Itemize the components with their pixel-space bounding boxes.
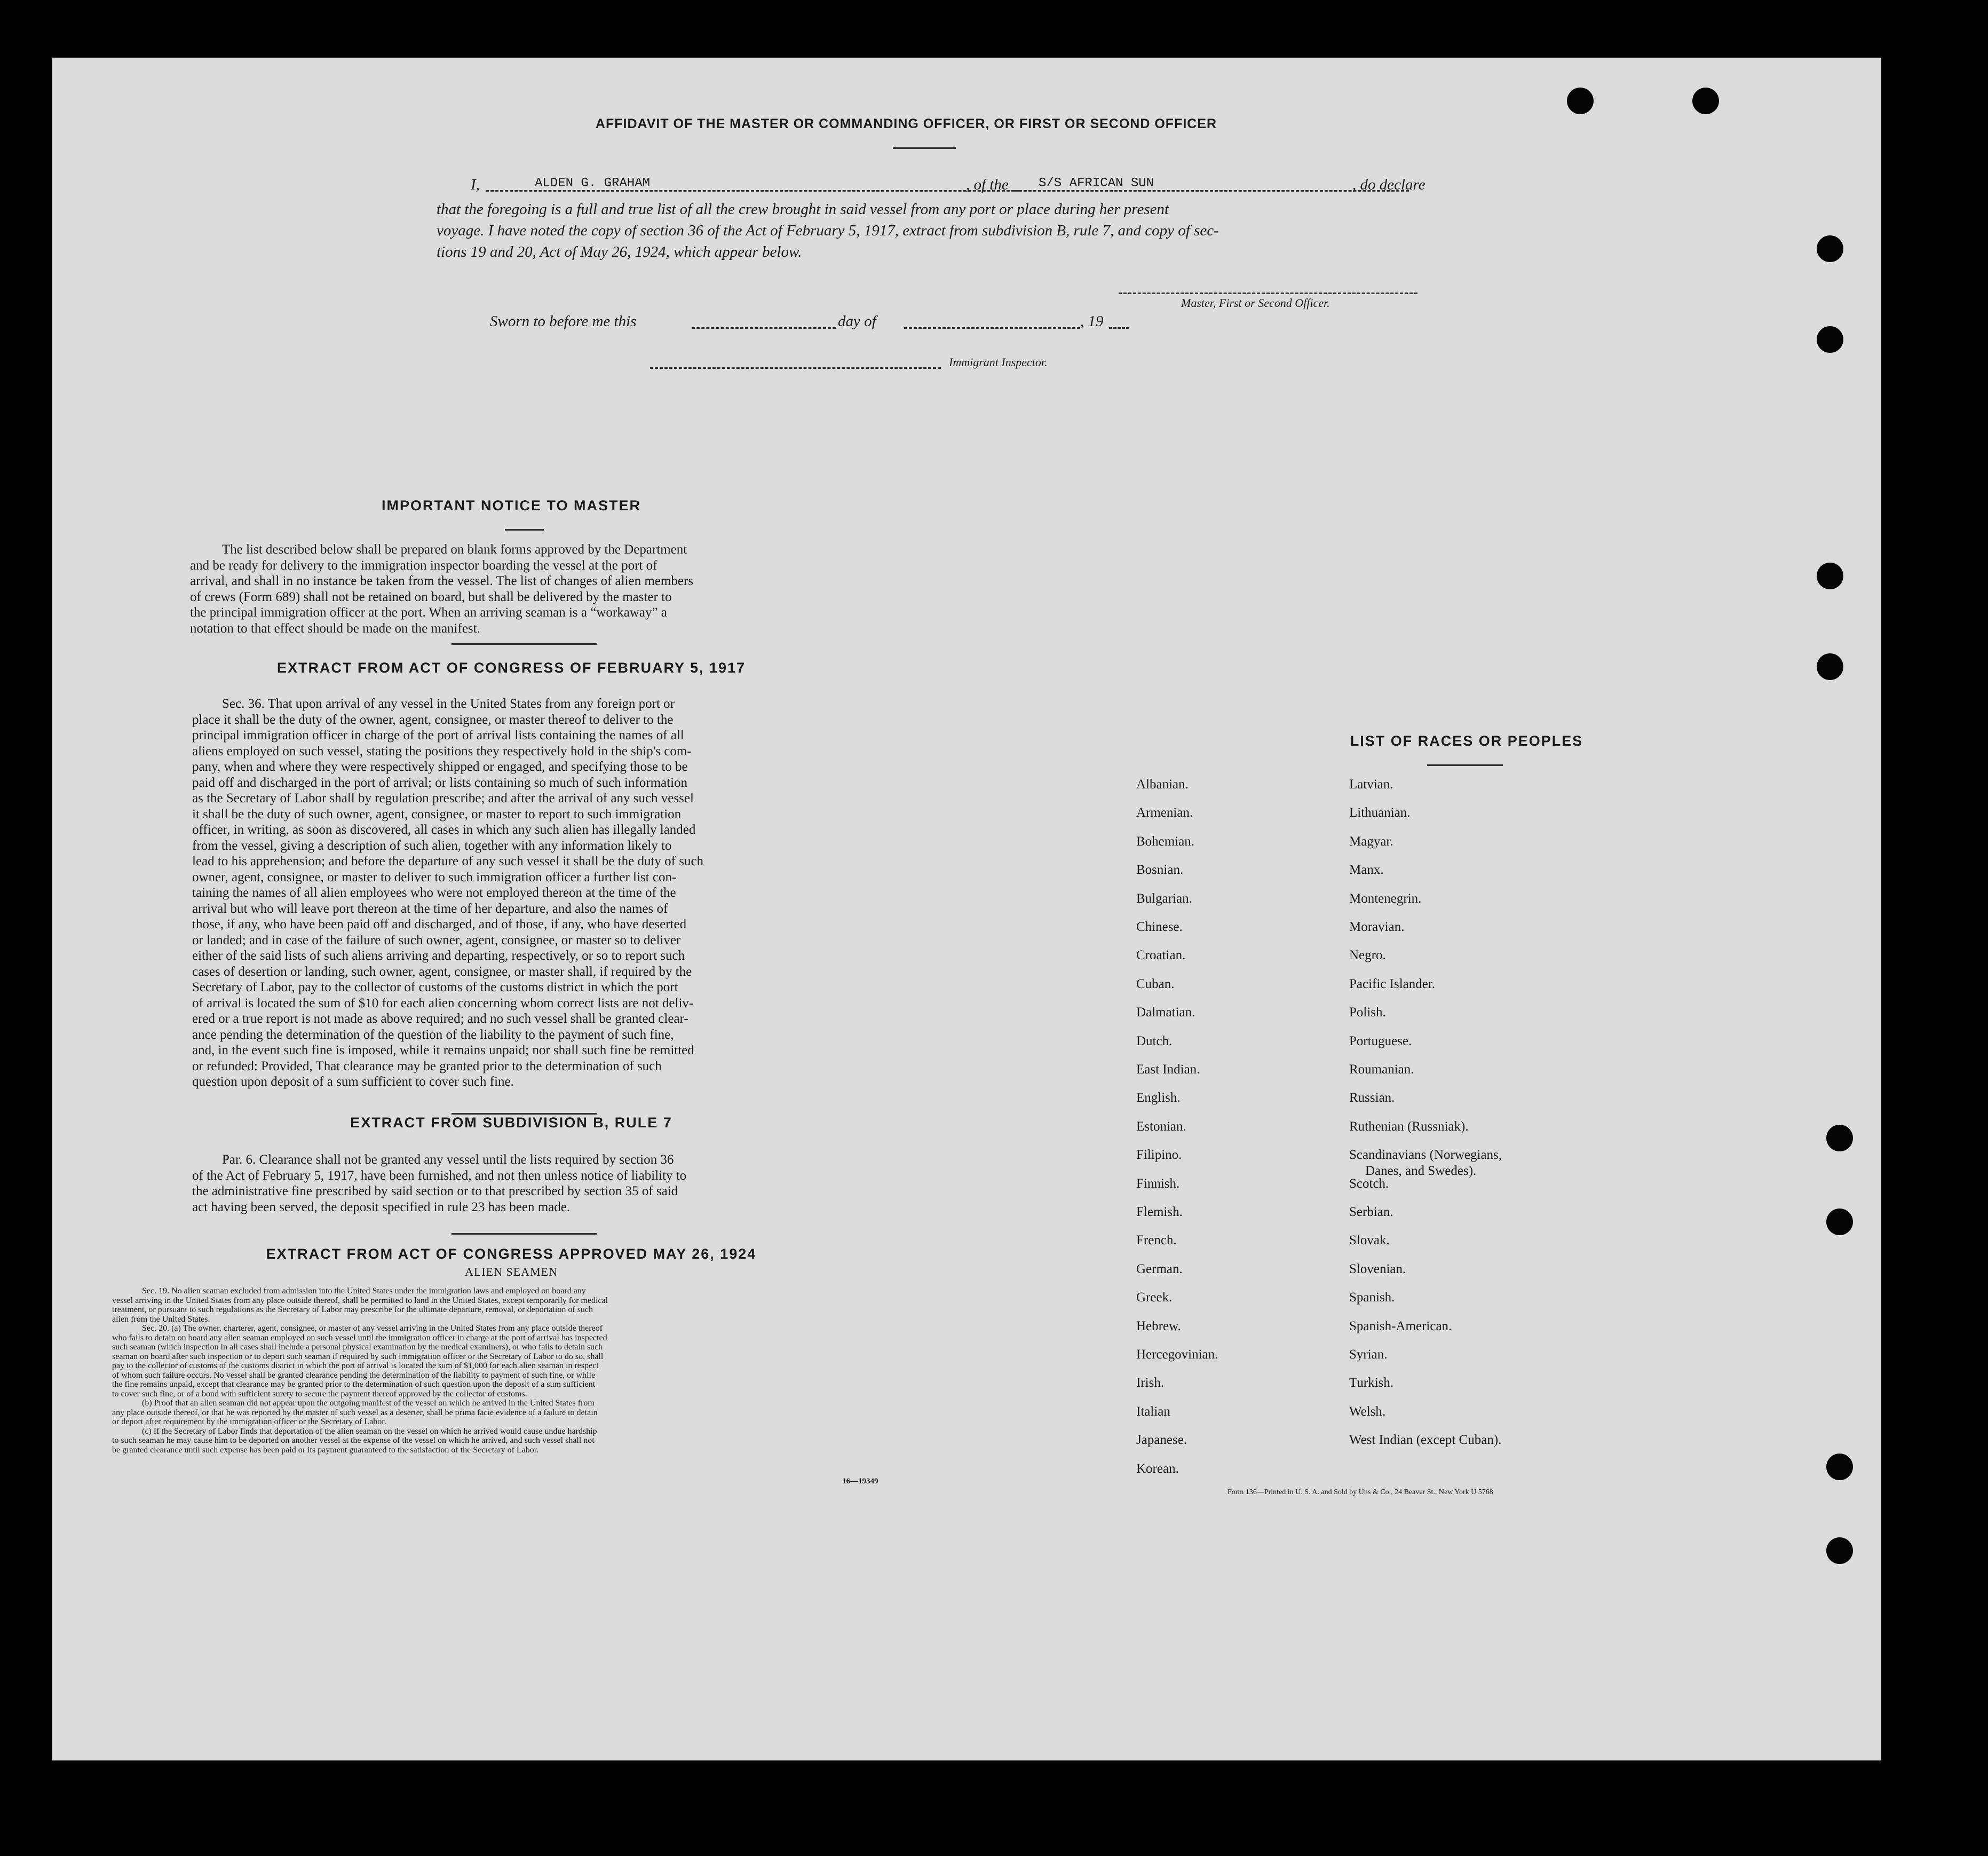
race-item: Flemish. [1136,1205,1183,1219]
act1924-subtitle: ALIEN SEAMEN [465,1265,558,1278]
notice-line: of crews (Form 689) shall not be retained on board, but shall be delivered by the master to [190,589,672,604]
act1917-line: paid off and discharged in the port of arrival; or lists containing so much of such information [192,775,688,790]
race-item: Moravian. [1349,920,1405,934]
act1924-line: Sec. 20. (a) The owner, charterer, agent, consignee, or master of any vessel arriving in the United States from any place outside thereof [142,1324,603,1333]
act1924-line: treatment, or pursuant to such regulations as the Secretary of Labor may prescribe for the ultimate departure, removal, or deportation of such [112,1305,593,1314]
race-item: Dalmatian. [1136,1005,1195,1020]
race-item: Filipino. [1136,1148,1182,1163]
race-item: Polish. [1349,1005,1386,1020]
race-item: French. [1136,1233,1177,1248]
race-item: Manx. [1349,863,1384,878]
notice-body [190,542,801,636]
act1917-line: Sec. 36. That upon arrival of any vessel in the United States from any foreign port or [222,697,675,711]
act1924-line: to cover such fine, or of a bond with sufficient surety to secure the payment thereof approved by the collector of customs. [112,1389,527,1399]
declaration-line: voyage. I have noted the copy of section 36 of the Act of February 5, 1917, extract from subdivision B, rule 7, and copy of sec- [437,222,1219,239]
master-signature-line [1119,293,1417,294]
act1917-line: pany, when and where they were respectively shipped or engaged, and specifying those to be [192,760,688,774]
act1924-line: seaman on board after such inspection or to deport such seaman if required by such immigration officer or the Secretary of Labor to do so, shall [112,1352,604,1361]
act1917-body [192,696,801,1090]
act1917-line: cases of desertion or landing, such owner, agent, consignee, or master shall, if required by the [192,964,692,979]
race-item: Montenegrin. [1349,891,1422,906]
act1917-line: question upon deposit of a sum sufficient to cover such fine. [192,1075,514,1089]
rule7-line: act having been served, the deposit specified in rule 23 has been made. [192,1199,571,1214]
act1924-line: be granted clearance until such expense has been paid or its payment guaranteed to the satisfaction of the Secretary of Labor. [112,1445,539,1455]
of-the-label: , of the [966,176,1009,193]
act1917-line: either of the said lists of such aliens arriving and departing, respectively, or so to report such [192,949,685,963]
punch-hole [1826,1209,1853,1235]
race-item: Russian. [1349,1091,1395,1105]
act1917-line: taining the names of all alien employees who were not employed thereon at the time of the [192,886,676,900]
act1924-line: any place outside thereof, or that he was reported by the master of such vessel as a deserter, shall be prima facie evidence of a failure to detain [112,1408,598,1417]
punch-hole [1817,563,1843,589]
act1917-line: aliens employed on such vessel, stating the positions they respectively hold in the ship's com- [192,744,692,759]
race-item: Irish. [1136,1376,1165,1391]
act1917-line: principal immigration officer in charge of the port of arrival lists containing the names of all [192,728,684,743]
act1924-line: alien from the United States. [112,1314,210,1324]
races-title: LIST OF RACES OR PEOPLES [1350,733,1583,749]
act1924-body [112,1286,940,1455]
race-item: Portuguese. [1349,1033,1412,1048]
race-item: Cuban. [1136,976,1175,991]
inspector-label: Immigrant Inspector. [949,356,1048,369]
sworn-label: Sworn to before me this [490,313,637,330]
race-item: Scandinavians (Norwegians, [1349,1148,1502,1163]
act1917-line: and, in the event such fine is imposed, while it remains unpaid; nor shall such fine be remitted [192,1043,694,1057]
act1917-line: ered or a true report is not made as above required; and no such vessel shall be granted clear- [192,1012,688,1026]
affidavit-i: I, [471,176,480,193]
act1924-line: pay to the collector of customs of the customs district in which the port of arrival is located the sum of $1,000 for each alien seaman in respect [112,1361,599,1370]
act1924-line: who fails to detain on board any alien seaman employed on such vessel until the immigration officer in charge at the port of arrival has inspected [112,1333,607,1342]
notice-title: IMPORTANT NOTICE TO MASTER [382,497,641,514]
vessel-name: S/S AFRICAN SUN [1039,176,1154,191]
act1924-line: or deport after requirement by the immigration officer or the Secretary of Labor. [112,1417,386,1426]
day-line [692,327,836,329]
act1917-line: of arrival is located the sum of $10 for each alien concerning whom correct lists are not deliv- [192,996,694,1010]
rule7-line: Par. 6. Clearance shall not be granted any vessel until the lists required by section 36 [222,1152,674,1167]
act1917-title: EXTRACT FROM ACT OF CONGRESS OF FEBRUARY 5, 1917 [276,660,746,676]
race-item: Croatian. [1136,948,1186,963]
inspector-signature-line [650,367,941,369]
race-item: Chinese. [1136,920,1183,934]
act1917-line: owner, agent, consignee, or master to deliver to such immigration officer a further list con- [192,870,677,884]
race-item: Albanian. [1136,777,1189,792]
document-page [52,58,1881,1760]
act1917-line: or refunded: Provided, That clearance may be granted prior to the determination of such [192,1059,662,1073]
act1917-line: place it shall be the duty of the owner, agent, consignee, or master thereof to deliver to the [192,712,674,727]
rule7-body [192,1152,801,1215]
race-item: Greek. [1136,1290,1173,1305]
day-of-label: day of [838,313,876,330]
printer-imprint: Form 136—Printed in U. S. A. and Sold by Uns & Co., 24 Beaver St., New York U 5768 [1227,1488,1493,1496]
act1924-line: Sec. 19. No alien seaman excluded from admission into the United States under the immigration laws and employed on board any [142,1286,586,1296]
race-item: Magyar. [1349,834,1393,849]
punch-hole [1567,88,1594,114]
punch-hole [1817,235,1843,262]
race-item: Lithuanian. [1349,805,1411,820]
race-item: German. [1136,1261,1183,1276]
race-item: Roumanian. [1349,1062,1414,1077]
declaration-line: tions 19 and 20, Act of May 26, 1924, which appear below. [437,243,802,260]
month-line [904,327,1080,329]
race-item: Latvian. [1349,777,1393,792]
master-label: Master, First or Second Officer. [1181,296,1330,310]
race-item: Finnish. [1136,1176,1180,1191]
race-item: Dutch. [1136,1033,1173,1048]
title-divider [893,147,956,149]
race-item: English. [1136,1091,1181,1105]
act1917-line: as the Secretary of Labor shall by regulation prescribe; and after the arrival of any such vessel [192,791,694,805]
act1924-line: the fine remains unpaid, except that clearance may be granted prior to the determination of such question upon the deposit of a sum sufficient [112,1380,596,1389]
act1924-line: to such seaman he may cause him to be deported on another vessel at the expense of the vessel on which he arrived, and such vessel shall not [112,1436,595,1445]
form-code: 16—19349 [842,1477,878,1486]
race-item: East Indian. [1136,1062,1200,1077]
race-item: Serbian. [1349,1205,1393,1219]
declaration-text [437,199,1451,263]
act1924-title: EXTRACT FROM ACT OF CONGRESS APPROVED MAY 26, 1924 [266,1246,757,1262]
race-item: Hebrew. [1136,1318,1181,1333]
act1917-line: ance pending the determination of the question of the liability to the payment of such fine, [192,1027,674,1042]
declaration-line: that the foregoing is a full and true list of all the crew brought in said vessel from any port or place during her present [437,201,1169,218]
notice-line: arrival, and shall in no instance be taken from the vessel. The list of changes of alien members [190,574,693,588]
punch-hole [1817,326,1843,353]
rule7-title: EXTRACT FROM SUBDIVISION B, RULE 7 [350,1115,672,1131]
race-item: Ruthenian (Russniak). [1349,1119,1469,1134]
act1924-line: (b) Proof that an alien seaman did not appear upon the outgoing manifest of the vessel on which he arrived in the United States from [142,1399,595,1408]
race-item: Bohemian. [1136,834,1195,849]
act1924-line: vessel arriving in the United States from any place outside thereof, shall be permitted to land in the United States, except temporarily for medical [112,1296,608,1305]
race-item: Korean. [1136,1461,1179,1476]
notice-divider [505,529,544,531]
races-divider [1427,764,1503,766]
rule7-line: of the Act of February 5, 1917, have been furnished, and not then unless notice of liability to [192,1168,687,1183]
rule7-line: the administrative fine prescribed by said section or to that prescribed by section 35 of said [192,1184,678,1198]
year-label: , 19 [1080,313,1104,330]
punch-hole [1826,1537,1853,1564]
act1917-line: those, if any, who have been paid off and discharged, and of those, if any, who have deserted [192,917,687,931]
punch-hole [1826,1454,1853,1480]
race-item: Italian [1136,1404,1170,1419]
act1917-line: Secretary of Labor, pay to the collector of customs of the customs district in which the port [192,980,678,994]
race-item: Hercegovinian. [1136,1347,1218,1362]
act1917-line: from the vessel, giving a description of such alien, together with any information likely to [192,838,672,853]
race-item: Spanish-American. [1349,1318,1452,1333]
section-divider [452,1233,597,1235]
race-item: Slovenian. [1349,1261,1406,1276]
affidavit-title: AFFIDAVIT OF THE MASTER OR COMMANDING OFFICER, OR FIRST OR SECOND OFFICER [595,116,1217,131]
section-divider [452,643,597,645]
race-item: Welsh. [1349,1404,1386,1419]
race-item: Syrian. [1349,1347,1388,1362]
race-item: Bulgarian. [1136,891,1192,906]
act1917-line: officer, in writing, as soon as discovered, all cases in which any such alien has illegally landed [192,823,696,837]
race-item: Armenian. [1136,805,1193,820]
notice-line: The list described below shall be prepared on blank forms approved by the Department [222,542,687,557]
race-item: Turkish. [1349,1376,1394,1391]
act1924-line: (c) If the Secretary of Labor finds that deportation of the alien seaman on the vessel on which he arrived would cause undue hardship [142,1426,597,1436]
act1924-line: such seaman (which inspection in all cases shall include a personal physical examination by the medical examiners), or who fails to detain such [112,1342,603,1352]
race-item: Danes, and Swedes). [1365,1164,1477,1179]
act1917-line: it shall be the duty of such owner, agent, consignee, or master to report to such immigration [192,807,682,822]
race-item: West Indian (except Cuban). [1349,1433,1502,1448]
race-item: Estonian. [1136,1119,1186,1134]
race-item: Bosnian. [1136,863,1184,878]
notice-line: notation to that effect should be made on the manifest. [190,621,480,636]
act1917-line: arrival but who will leave port thereon at the time of her departure, and also the names of [192,901,668,916]
race-item: Negro. [1349,948,1386,963]
year-line [1109,327,1129,329]
race-item: Pacific Islander. [1349,976,1436,991]
race-item: Slovak. [1349,1233,1390,1248]
race-item: Scotch. [1349,1176,1389,1191]
notice-line: the principal immigration officer at the port. When an arriving seaman is a “workaway” a [190,605,667,620]
punch-hole [1817,653,1843,680]
punch-hole [1692,88,1719,114]
do-declare-label: , do declare [1352,176,1425,193]
punch-hole [1826,1125,1853,1151]
notice-line: and be ready for delivery to the immigration inspector boarding the vessel at the port of [190,558,658,573]
act1917-line: lead to his apprehension; and before the departure of any such vessel it shall be the duty of such [192,854,704,868]
act1924-line: of whom such failure occurs. No vessel shall be granted clearance pending the determination of the liability to payment of such fine, or while [112,1370,596,1380]
act1917-line: or landed; and in case of the failure of such owner, agent, consignee, or master so to deliver [192,933,681,947]
race-item: Japanese. [1136,1433,1187,1448]
race-item: Spanish. [1349,1290,1395,1305]
master-name: ALDEN G. GRAHAM [535,176,651,191]
